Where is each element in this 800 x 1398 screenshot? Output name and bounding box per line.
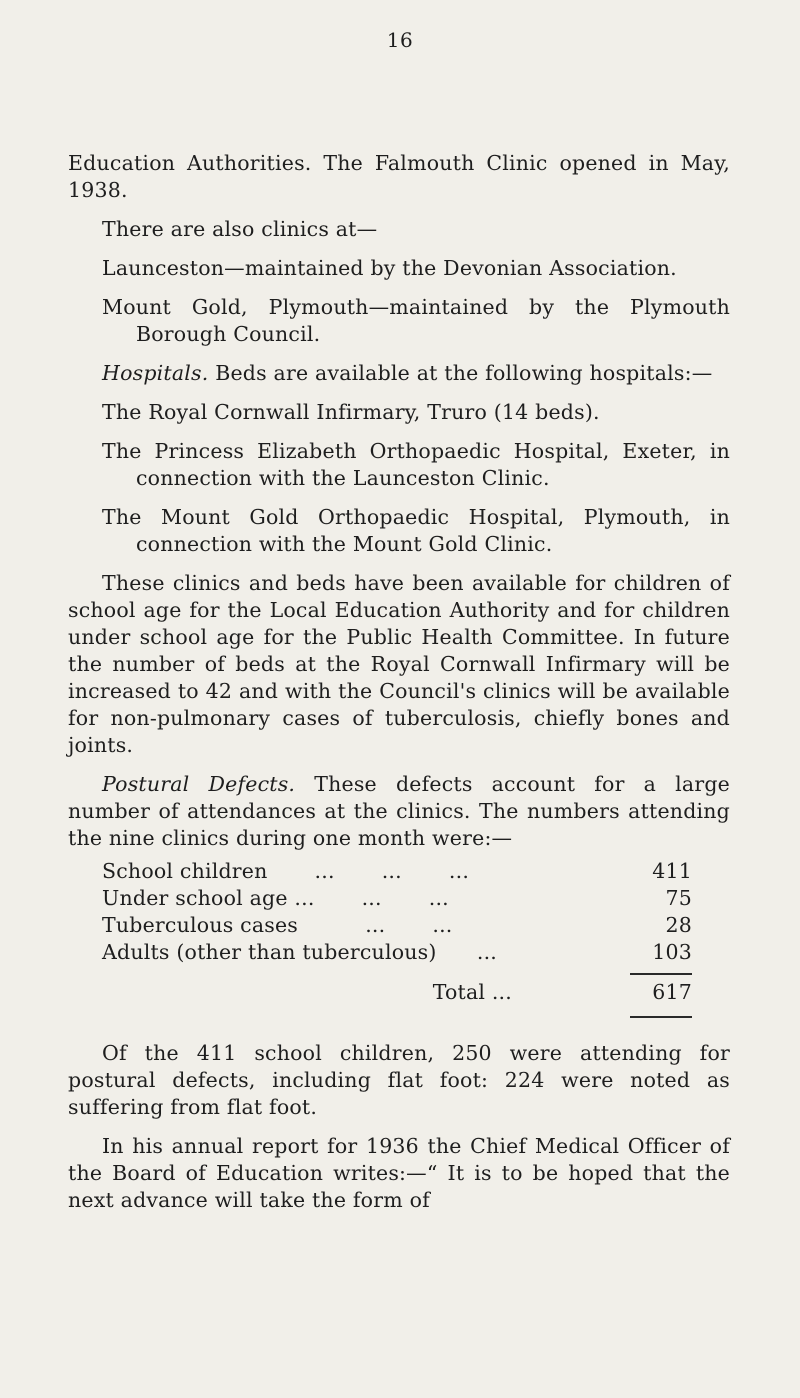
table-row: [102, 939, 730, 966]
paragraph-clinics-beds: These clinics and beds have been available for children of school age for the Local Education Authority and for children under school age for the Public Health Committee. In future the number of beds at the Royal Cornwall Infirmary will be increased to 42 and with the Council's clinics will be available for non-pulmonary cases of tuberculosis, chiefly bones and joints.: [68, 571, 730, 757]
row-value: 411: [652, 859, 692, 883]
row-value: 75: [665, 886, 692, 910]
row-value: 103: [652, 940, 692, 964]
paragraph-school-children: Of the 411 school children, 250 were attending for postural defects, including flat foot: 224 were noted as suffering from flat foot.: [68, 1041, 730, 1119]
attendance-table: [68, 858, 730, 966]
row-value: 28: [665, 913, 692, 937]
paragraph-launceston: Launceston—maintained by the Devonian Association.: [102, 256, 677, 280]
total-rule-top-wrap: [68, 973, 692, 975]
total-rule-top: [630, 973, 692, 975]
hospitals-heading: Hospitals.: [102, 361, 209, 385]
hospitals-text: Beds are available at the following hospitals:—: [208, 361, 713, 385]
paragraph-annual-report: In his annual report for 1936 the Chief Medical Officer of the Board of Education writes:—“ It is to be hoped that the next advance will take the form of: [68, 1134, 730, 1212]
total-value: 617: [652, 980, 692, 1004]
table-row: [102, 858, 730, 885]
row-label: Under school age ... ... ...: [102, 886, 449, 910]
row-label: Tuberculous cases ... ...: [102, 913, 453, 937]
total-rule-bottom: [630, 1016, 692, 1018]
paragraph-postural-defects: [68, 771, 730, 852]
paragraph-hospitals: [68, 360, 730, 387]
total-rule-bottom-wrap: [68, 1016, 692, 1018]
paragraph-mount-gold: Mount Gold, Plymouth—maintained by the Plymouth Borough Council.: [102, 295, 730, 346]
row-label: School children ... ... ...: [102, 859, 470, 883]
postural-defects-text: These defects account for a large number of attendances at the clinics. The numbers attending the nine clinics during one month were:—: [68, 772, 730, 850]
paragraph-clinics-intro: There are also clinics at—: [102, 217, 378, 241]
paragraph-mount-gold-hospital: The Mount Gold Orthopaedic Hospital, Plymouth, in connection with the Mount Gold Clinic.: [102, 505, 730, 556]
paragraph-royal-cornwall: The Royal Cornwall Infirmary, Truro (14 beds).: [102, 400, 600, 424]
table-row: [102, 912, 730, 939]
row-label: Adults (other than tuberculous) ...: [102, 940, 498, 964]
page-number: 16: [386, 28, 414, 52]
body-text: [68, 150, 730, 1226]
paragraph-princess-elizabeth: The Princess Elizabeth Orthopaedic Hospital, Exeter, in connection with the Launceston Clinic.: [102, 439, 730, 490]
postural-defects-heading: Postural Defects.: [102, 772, 296, 796]
table-row: [102, 885, 730, 912]
total-label: Total ...: [432, 980, 512, 1004]
total-row: [68, 979, 730, 1008]
paragraph-falmouth-clinic: Education Authorities. The Falmouth Clinic opened in May, 1938.: [68, 151, 730, 202]
